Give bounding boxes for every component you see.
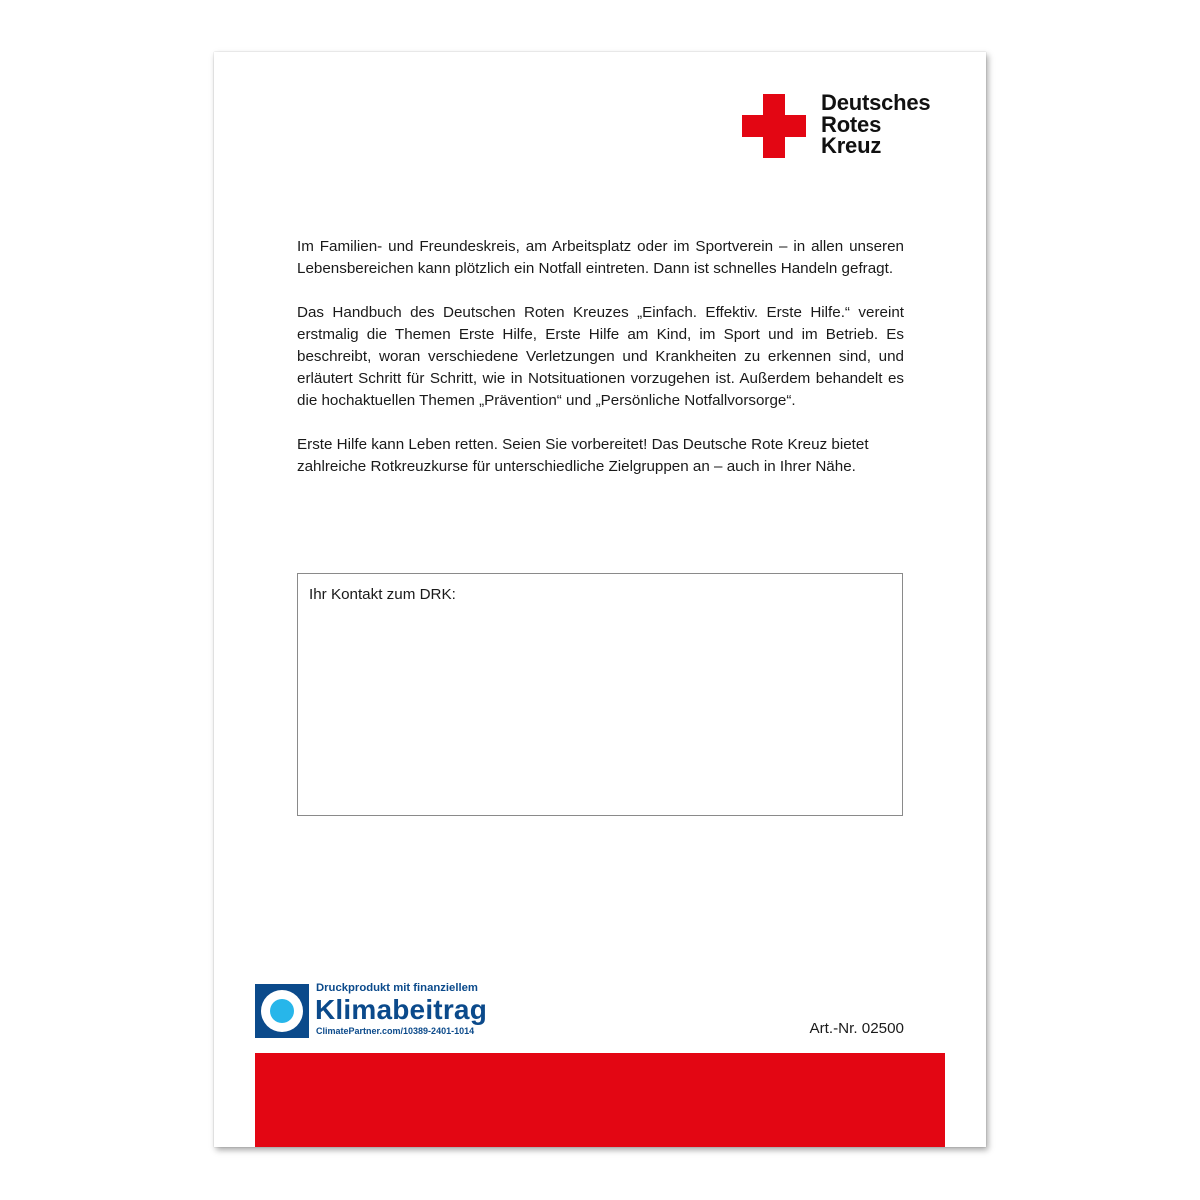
logo-wordmark xyxy=(821,92,930,157)
body-text xyxy=(297,236,904,500)
logo-line-2: Rotes xyxy=(821,111,882,137)
paragraph-courses: Erste Hilfe kann Leben retten. Seien Sie vorbereitet! Das Deutsche Rote Kreuz bietet zahlreiche Rotkreuzkurse für unterschiedliche Zielgruppen an – auch in Ihrer Nähe. xyxy=(297,436,869,475)
article-number: Art.-Nr. 02500 xyxy=(809,1020,904,1037)
climate-caption: Druckprodukt mit finanziellem xyxy=(316,982,478,994)
document-page xyxy=(214,52,986,1147)
logo-line-3: Kreuz xyxy=(821,133,882,158)
climate-title: Klimabeitrag xyxy=(315,994,487,1025)
climate-partner-icon xyxy=(255,984,309,1038)
paragraph-handbook: Das Handbuch des Deutschen Roten Kreuzes „Einfach. Effektiv. Erste Hilfe.“ vereint erstmalig die Themen Erste Hilfe, Erste Hilfe am Kind, im Sport und im Betrieb. Es beschreibt, woran verschiedene Verletzungen und Krankheiten zu erkennen sind, und erläutert Schritt für Schritt, wie in Notsituationen vorzugehen ist. Außerdem behandelt es die hochaktuellen Themen „Prävention“ und „Persönliche Notfallvorsorge“. xyxy=(297,304,904,409)
contact-box xyxy=(297,573,903,816)
contact-label: Ihr Kontakt zum DRK: xyxy=(309,586,456,603)
climate-url: ClimatePartner.com/10389-2401-1014 xyxy=(316,1026,475,1036)
red-footer-band xyxy=(255,1053,945,1147)
paragraph-intro: Im Familien- und Freundeskreis, am Arbeitsplatz oder im Sportverein – in allen unseren Lebensbereichen kann plötzlich ein Notfall eintreten. Dann ist schnelles Handeln gefragt. xyxy=(297,238,904,277)
climate-badge xyxy=(255,980,535,1040)
red-cross-icon xyxy=(742,94,806,158)
drk-logo xyxy=(742,92,982,162)
logo-line-1: Deutsches xyxy=(821,90,931,115)
